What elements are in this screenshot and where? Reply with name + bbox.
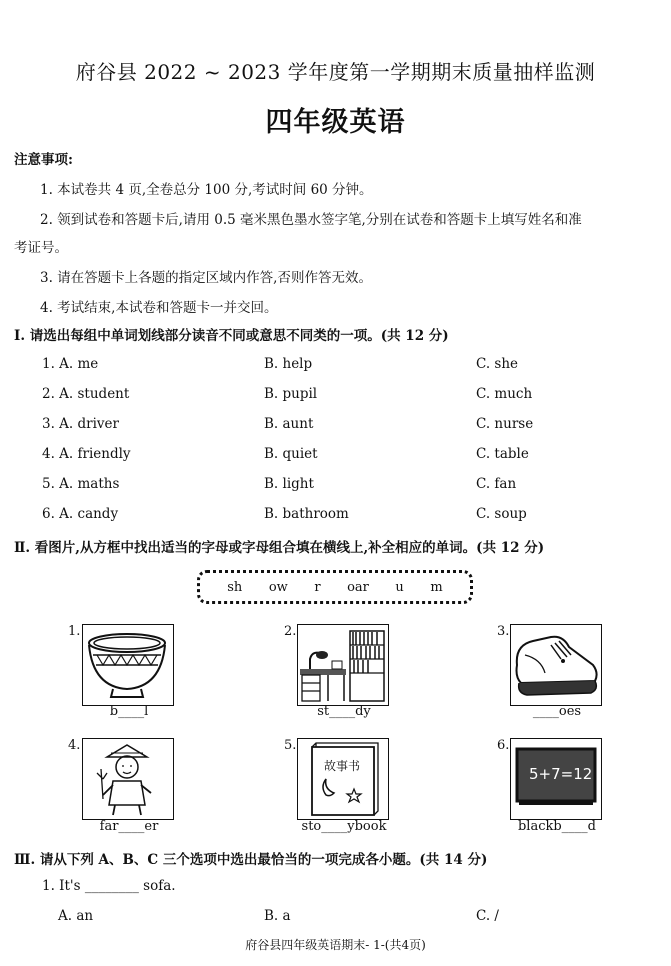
blackboard-text: 5+7=12	[529, 765, 593, 783]
picture-number: 6.	[497, 738, 510, 753]
exam-subtitle: 四年级英语	[265, 107, 406, 138]
shoe-icon	[510, 624, 602, 706]
letter-option: ow	[268, 579, 288, 595]
picture-caption: ____oes	[532, 704, 582, 719]
option-b: B. pupil	[264, 386, 318, 402]
question-stem: 1. It's ________ sofa.	[42, 878, 176, 894]
note-item: 1. 本试卷共 4 页,全卷总分 100 分,考试时间 60 分钟。	[40, 182, 373, 198]
option-a: 1. A. me	[42, 356, 99, 372]
option-c: C. fan	[476, 476, 517, 492]
option-c: C. she	[476, 356, 519, 372]
blackboard-icon	[510, 738, 602, 820]
picture-number: 2.	[284, 624, 297, 639]
section3-heading: Ⅲ. 请从下列 A、B、C 三个选项中选出最恰当的一项完成各小题。(共 14 分)	[14, 852, 488, 868]
exam-title: 府谷县 2022 ~ 2023 学年度第一学期期末质量抽样监测	[75, 60, 596, 84]
section2-heading: Ⅱ. 看图片,从方框中找出适当的字母或字母组合填在横线上,补全相应的单词。(共 12 分)	[14, 540, 545, 556]
option-a: 5. A. maths	[42, 476, 120, 492]
picture-number: 5.	[284, 738, 297, 753]
letter-box	[197, 570, 473, 604]
letter-option: oar	[347, 579, 369, 595]
note-item: 4. 考试结束,本试卷和答题卡一并交回。	[40, 300, 278, 316]
picture-number: 1.	[68, 624, 81, 639]
note-item: 考证号。	[14, 240, 68, 256]
option-c: C. /	[476, 908, 499, 924]
option-a: A. an	[58, 908, 94, 924]
storybook-icon	[297, 738, 389, 820]
study-room-icon	[297, 624, 389, 706]
option-a: 3. A. driver	[42, 416, 119, 432]
letter-option: sh	[227, 579, 243, 595]
option-b: B. a	[264, 908, 291, 924]
option-a: 6. A. candy	[42, 506, 119, 522]
letter-option: u	[395, 579, 404, 595]
option-a: 4. A. friendly	[42, 446, 131, 462]
farmer-icon	[82, 738, 174, 820]
option-a: 2. A. student	[42, 386, 130, 402]
picture-caption: b____l	[109, 704, 149, 719]
bowl-icon	[82, 624, 174, 706]
picture-caption: blackb____d	[517, 819, 597, 834]
note-item: 2. 领到试卷和答题卡后,请用 0.5 毫米黑色墨水签字笔,分别在试卷和答题卡上填写姓名和准	[40, 212, 582, 228]
picture-number: 3.	[497, 624, 510, 639]
option-c: C. soup	[476, 506, 527, 522]
page-footer: 府谷县四年级英语期末- 1-(共4页)	[245, 938, 426, 952]
letter-option: m	[430, 579, 443, 595]
picture-caption: sto____ybook	[301, 819, 387, 834]
picture-number: 4.	[68, 738, 81, 753]
letter-option: r	[314, 579, 321, 595]
picture-caption: far____er	[99, 819, 159, 834]
option-c: C. much	[476, 386, 533, 402]
storybook-cover-text: 故事书	[324, 759, 361, 773]
option-b: B. aunt	[264, 416, 314, 432]
option-b: B. help	[264, 356, 313, 372]
picture-caption: st____dy	[317, 704, 371, 719]
option-c: C. nurse	[476, 416, 534, 432]
option-b: B. quiet	[264, 446, 318, 462]
section1-heading: Ⅰ. 请选出每组中单词划线部分读音不同或意思不同类的一项。(共 12 分)	[14, 328, 449, 344]
option-b: B. bathroom	[264, 506, 349, 522]
option-b: B. light	[264, 476, 314, 492]
option-c: C. table	[476, 446, 529, 462]
note-item: 3. 请在答题卡上各题的指定区域内作答,否则作答无效。	[40, 270, 372, 286]
notes-heading: 注意事项:	[14, 152, 73, 168]
